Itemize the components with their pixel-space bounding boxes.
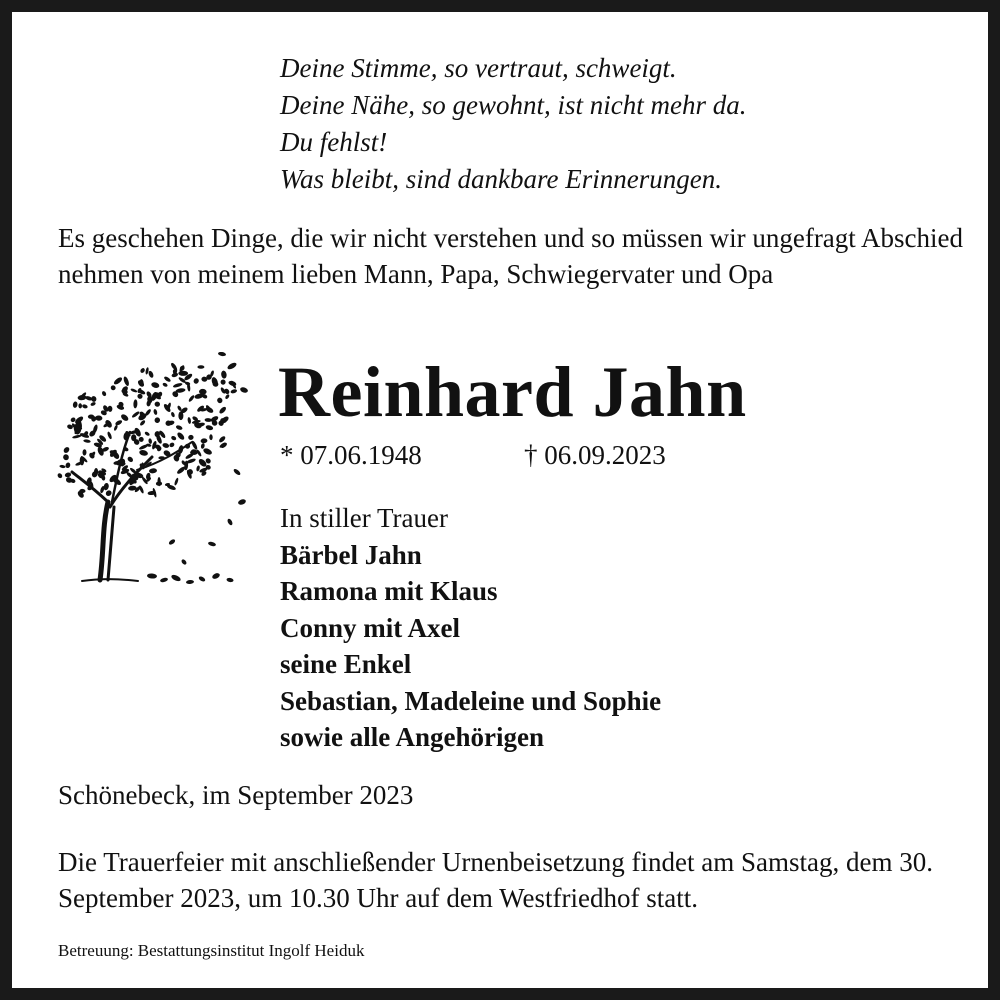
poem-line: Deine Stimme, so vertraut, schweigt. — [280, 53, 677, 83]
tree-with-falling-leaves-icon — [52, 352, 262, 592]
poem-line: Du fehlst! — [280, 127, 388, 157]
death-date: † 06.09.2023 — [524, 440, 666, 470]
mourning-intro: In stiller Trauer — [280, 503, 448, 533]
mourners-list — [280, 500, 661, 756]
funeral-home-credit: Betreuung: Bestattungsinstitut Ingolf Heiduk — [58, 941, 365, 960]
poem — [280, 50, 746, 198]
place-date: Schönebeck, im September 2023 — [58, 780, 414, 810]
poem-line: Was bleibt, sind dankbare Erinnerungen. — [280, 164, 722, 194]
mourner-name: Conny mit Axel — [280, 612, 461, 643]
poem-line: Deine Nähe, so gewohnt, ist nicht mehr da. — [280, 90, 747, 120]
mourner-name: Bärbel Jahn — [280, 539, 422, 570]
mourner-name: sowie alle Angehörigen — [280, 722, 544, 752]
deceased-name: Reinhard Jahn — [278, 352, 747, 432]
mourner-name: Ramona mit Klaus — [280, 576, 498, 606]
intro-text: Es geschehen Dinge, die wir nicht verstehen und so müssen wir ungefragt Abschied nehmen von meinem lieben Mann, Papa, Schwiegervater und Opa — [58, 223, 964, 289]
birth-date: * 07.06.1948 — [280, 440, 422, 470]
mourner-name: seine Enkel — [280, 649, 412, 679]
mourner-name: Sebastian, Madeleine und Sophie — [280, 685, 662, 716]
service-details: Die Trauerfeier mit anschließender Urnenbeisetzung findet am Samstag, dem 30. September 2023, um 10.30 Uhr auf dem Westfriedhof statt. — [58, 847, 933, 913]
